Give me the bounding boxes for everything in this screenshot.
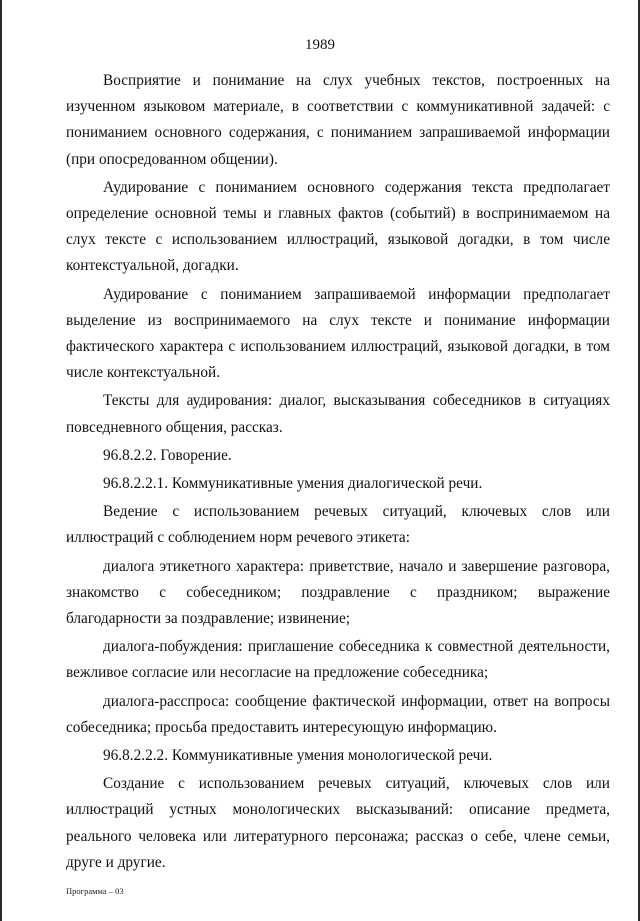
paragraph-dialogue-conduct: Ведение с использованием речевых ситуаций, ключевых слов или иллюстраций с соблюдением норм речевого этикета: — [66, 503, 610, 547]
paragraph-inquiry-dialogue: диалога-расспроса: сообщение фактической информации, ответ на вопросы собеседника; просьба предоставить интересующую информацию. — [66, 692, 610, 736]
paragraph-listening-main-content: Аудирование с пониманием основного содержания текста предполагает определение основной темы и главных фактов (событий) в воспринимаемом на слух тексте с использованием иллюстраций, языковой догадки, в том числе контекстуальной, догадки. — [66, 178, 610, 275]
document-body — [66, 68, 610, 878]
paragraph-listening-comprehension: Восприятие и понимание на слух учебных текстов, построенных на изученном языковом материале, в соответствии с коммуникативной задачей: с пониманием основного содержания, с пониманием запрашиваемой информации (при опосредованном общении). — [66, 72, 610, 168]
paragraph-incentive-dialogue: диалога-побуждения: приглашение собеседника к совместной деятельности, вежливое согласие или несогласие на предложение собеседника; — [66, 638, 610, 682]
paragraph-monologue-creation: Создание с использованием речевых ситуаций, ключевых слов или иллюстраций устных монологических высказываний: описание предмета, реального человека или литературного персонажа; рассказ о себе, члене семьи, друге и другие. — [66, 775, 610, 871]
section-heading-monologic-speech: 96.8.2.2.2. Коммуникативные умения монологической речи. — [103, 747, 493, 765]
paragraph-listening-requested-info: Аудирование с пониманием запрашиваемой информации предполагает выделение из воспринимаемого на слух тексте и понимание информации фактического характера с использованием иллюстраций, языковой догадки, в том числе контекстуальной. — [66, 285, 610, 382]
section-heading-speaking: 96.8.2.2. Говорение. — [103, 446, 232, 464]
scan-left-edge — [0, 0, 2, 921]
page-footer: Программа – 03 — [66, 886, 124, 896]
page-number: 1989 — [305, 37, 335, 53]
section-heading-dialogic-speech: 96.8.2.2.1. Коммуникативные умения диалогической речи. — [103, 475, 483, 493]
paragraph-listening-texts: Тексты для аудирования: диалог, высказывания собеседников в ситуациях повседневного общения, рассказ. — [66, 392, 610, 436]
paragraph-etiquette-dialogue: диалога этикетного характера: приветствие, начало и завершение разговора, знакомство с собеседником; поздравление с праздником; выражение благодарности за поздравление; извинение; — [66, 557, 610, 628]
